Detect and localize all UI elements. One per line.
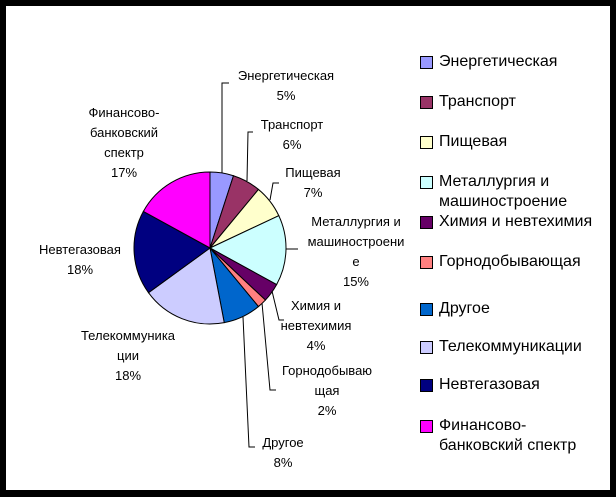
legend-item-transport[interactable] — [420, 92, 606, 112]
callout-line: невтехимия — [280, 318, 352, 333]
legend-label: Металлургия и машиностроение — [439, 173, 568, 210]
legend-item-oilgas[interactable] — [420, 375, 606, 395]
callout-line: машиностроени — [307, 234, 405, 249]
callout-line: спектр — [104, 145, 144, 160]
legend-item-metallurgy[interactable] — [420, 172, 606, 212]
callout-line: 6% — [282, 137, 302, 152]
callout-line: Металлургия и — [311, 214, 401, 229]
legend-swatch — [420, 56, 433, 69]
callout-line: 5% — [276, 88, 296, 103]
legend-label: Транспорт — [439, 93, 516, 110]
legend-swatch — [420, 176, 433, 189]
callout-line: Химия и — [290, 298, 342, 313]
legend-swatch — [420, 420, 433, 433]
legend-item-food[interactable] — [420, 132, 606, 152]
legend-swatch — [420, 379, 433, 392]
callout-line: Другое — [262, 435, 304, 450]
callout-line: банковский — [89, 125, 159, 140]
callout-line: Горнодобываю — [281, 363, 373, 378]
legend-label: Невтегазовая — [439, 376, 540, 393]
legend-label: Финансово-банковский спектр — [439, 417, 577, 454]
callout-line: 8% — [273, 455, 293, 470]
legend-item-finance[interactable] — [420, 416, 606, 456]
legend-swatch — [420, 341, 433, 354]
legend-swatch — [420, 256, 433, 269]
legend-label: Химия и невтехимия — [439, 213, 593, 230]
callout-line: Энергетическая — [237, 68, 335, 83]
callout-line: 18% — [114, 368, 142, 383]
legend-item-telecom[interactable] — [420, 337, 606, 357]
legend-swatch — [420, 216, 433, 229]
legend-swatch — [420, 303, 433, 316]
callout-line: Финансово- — [88, 105, 160, 120]
legend-label: Энергетическая — [439, 53, 558, 70]
callout-line: Транспорт — [260, 117, 324, 132]
legend-label: Горнодобывающая — [439, 253, 581, 270]
callout-line: Пищевая — [285, 165, 341, 180]
legend-label: Телекоммуникации — [439, 338, 582, 355]
legend-label: Пищевая — [439, 133, 508, 150]
callout-line: ции — [117, 348, 139, 363]
callout-line: 2% — [317, 403, 337, 418]
callout-line: Невтегазовая — [39, 242, 121, 257]
legend-item-other[interactable] — [420, 299, 606, 319]
callout-line: 4% — [306, 338, 326, 353]
legend-item-mining[interactable] — [420, 252, 606, 272]
legend-label: Другое — [439, 300, 490, 317]
callout-line: 17% — [110, 165, 138, 180]
callout-line: 18% — [66, 262, 94, 277]
callout-line: е — [352, 254, 360, 269]
legend-item-energy[interactable] — [420, 52, 606, 72]
callout-line: 15% — [342, 274, 370, 289]
legend-swatch — [420, 96, 433, 109]
callout-line: Телекоммуника — [80, 328, 176, 343]
legend-item-chemistry[interactable] — [420, 212, 606, 232]
callout-line: щая — [314, 383, 340, 398]
legend-swatch — [420, 136, 433, 149]
callout-line: 7% — [303, 185, 323, 200]
